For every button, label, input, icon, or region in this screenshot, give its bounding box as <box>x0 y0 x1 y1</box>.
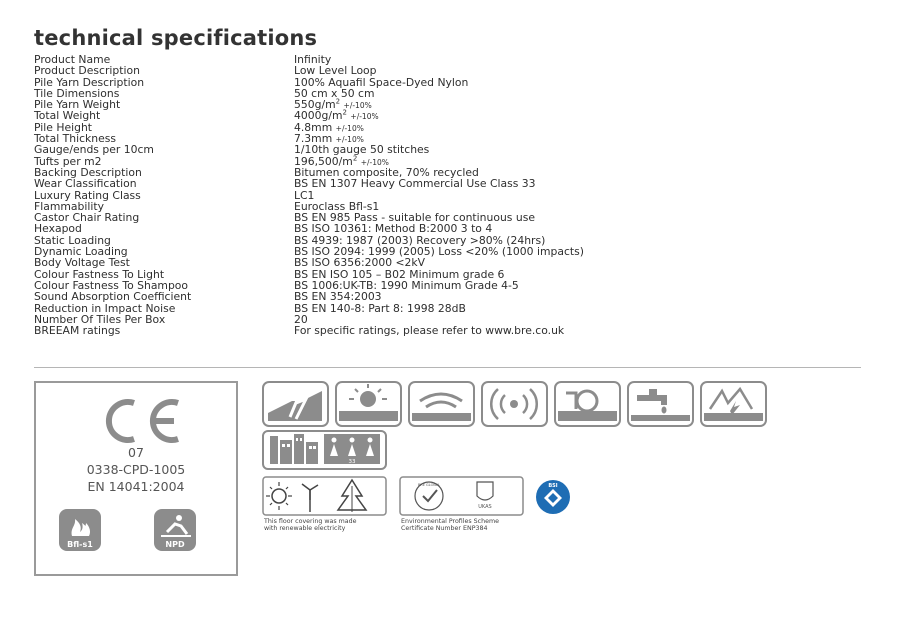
spec-value-text: BS 1006:UK-TB: 1990 Minimum Grade 4-5 <box>294 278 519 292</box>
page-title: technical specifications <box>34 26 318 50</box>
spec-row <box>34 88 674 99</box>
spec-row <box>34 122 674 133</box>
spec-value <box>294 178 536 189</box>
spec-row <box>34 325 674 336</box>
renewable-caption-1: This floor covering was made <box>264 518 357 525</box>
spec-tolerance: +/-10% <box>343 101 372 111</box>
spec-label: Colour Fastness To Shampoo <box>34 278 189 292</box>
spec-label: Hexapod <box>34 222 82 236</box>
spec-label: Luxury Rating Class <box>34 188 141 202</box>
spec-label: Backing Description <box>34 165 142 179</box>
spec-tolerance: +/-10% <box>350 112 379 122</box>
ukas-label: UKAS <box>478 504 492 510</box>
spec-label: Tufts per m2 <box>34 154 102 168</box>
spec-superscript: 2 <box>335 97 341 106</box>
spec-value-text: 50 cm x 50 cm <box>294 86 375 100</box>
spec-value-text: BS ISO 6356:2000 <2kV <box>294 256 426 270</box>
spec-tolerance: +/-10% <box>335 123 364 133</box>
spec-value-text: 20 <box>294 312 308 326</box>
environmental-profiles-icon <box>399 476 524 516</box>
spec-value-text: BS EN 985 Pass - suitable for continuous use <box>294 211 535 225</box>
wear-class-number: 33 <box>348 459 356 465</box>
spec-label: Product Name <box>34 53 111 66</box>
spec-value-text: Euroclass Bfl-s1 <box>294 199 380 213</box>
renewable-electricity-icon <box>262 476 387 516</box>
spec-row <box>34 178 674 189</box>
spec-label: Pile Yarn Weight <box>34 98 121 112</box>
spec-table <box>34 54 674 336</box>
spec-label: Pile Yarn Description <box>34 75 145 89</box>
spec-label: Dynamic Loading <box>34 245 128 259</box>
spec-label: Gauge/ends per 10cm <box>34 143 154 157</box>
env-caption-1: Environmental Profiles Scheme <box>401 518 500 525</box>
spec-superscript: 2 <box>342 108 347 117</box>
spec-row <box>34 99 674 110</box>
ce-certification-box <box>34 381 238 576</box>
npd-label: NPD <box>165 540 185 549</box>
cert-number: 0338-CPD-1005 <box>86 462 186 477</box>
spec-label: Product Description <box>34 64 140 78</box>
spec-value-text: 4.8mm <box>294 120 333 134</box>
spec-label: Sound Absorption Coefficient <box>34 290 192 304</box>
spec-tolerance: +/-10% <box>335 135 364 145</box>
spec-value <box>294 325 564 336</box>
cert-year: 07 <box>128 445 144 460</box>
renewable-caption-2: with renewable electricity <box>264 525 346 532</box>
spec-value-text: BS EN 140-8: Part 8: 1998 28dB <box>294 301 466 315</box>
acoustic-icon <box>408 381 475 427</box>
shampoo-tap-icon <box>627 381 694 427</box>
fire-rating-label: Bfl-s1 <box>67 540 93 549</box>
spec-label: Total Weight <box>34 109 101 123</box>
spec-value-text: 4000g/m <box>294 109 343 123</box>
light-fastness-sun-icon <box>335 381 402 427</box>
spec-label: Body Voltage Test <box>34 256 130 270</box>
cert-standard: EN 14041:2004 <box>87 479 185 494</box>
spec-label: Reduction in Impact Noise <box>34 301 176 315</box>
impact-sound-icon <box>481 381 548 427</box>
spec-value-text: LC1 <box>294 188 315 202</box>
spec-value <box>294 303 466 314</box>
spec-value-text: BS ISO 2094: 1999 (2005) Loss <20% (1000 impacts) <box>294 245 584 259</box>
static-loading-icon <box>554 381 621 427</box>
spec-label: Tile Dimensions <box>34 86 120 100</box>
section-divider <box>34 367 861 368</box>
spec-superscript: 2 <box>352 154 358 163</box>
spec-label: Pile Height <box>34 120 93 134</box>
spec-value-text: For specific ratings, please refer to www.bre.co.uk <box>294 324 565 338</box>
bre-global-label: BRE GLOBAL <box>417 483 441 487</box>
spec-label: Static Loading <box>34 233 111 247</box>
spec-value-text: 196,500/m <box>294 154 353 168</box>
bsi-label: BSI <box>548 483 558 489</box>
fire-rating-badge-icon <box>58 508 102 552</box>
spec-label: Total Thickness <box>34 132 117 146</box>
castor-chair-icon <box>262 381 329 427</box>
body-voltage-icon <box>700 381 767 427</box>
spec-label: Wear Classification <box>34 177 137 191</box>
spec-value-text: Infinity <box>294 53 332 66</box>
spec-label: Castor Chair Rating <box>34 211 140 225</box>
spec-value-text: BS EN 1307 Heavy Commercial Use Class 33 <box>294 177 536 191</box>
spec-value-text: Bitumen composite, 70% recycled <box>294 165 479 179</box>
spec-tolerance: +/-10% <box>360 157 389 167</box>
spec-value-text: BS 4939: 1987 (2003) Recovery >80% (24hrs) <box>294 233 546 247</box>
spec-value-text: BS EN ISO 105 – B02 Minimum grade 6 <box>294 267 505 281</box>
env-caption-2: Certificate Number ENP384 <box>401 525 488 532</box>
spec-value-text: BS EN 354:2003 <box>294 290 382 304</box>
heavy-commercial-class-icon <box>262 430 387 470</box>
spec-value-text: Low Level Loop <box>294 64 377 78</box>
spec-value-text: 550g/m <box>294 98 336 112</box>
spec-value-text: 100% Aquafil Space-Dyed Nylon <box>294 75 469 89</box>
spec-value-text: 1/10th gauge 50 stitches <box>294 143 430 157</box>
spec-label: BREEAM ratings <box>34 324 121 338</box>
ce-mark-icon <box>94 397 184 445</box>
spec-value-text: BS ISO 10361: Method B:2000 3 to 4 <box>294 222 493 236</box>
spec-row <box>34 110 674 121</box>
npd-badge-icon <box>153 508 197 552</box>
spec-label: Colour Fastness To Light <box>34 267 165 281</box>
spec-label: Number Of Tiles Per Box <box>34 312 166 326</box>
bsi-kitemark-icon <box>532 478 574 516</box>
spec-label: Flammability <box>34 199 104 213</box>
spec-value-text: 7.3mm <box>294 132 333 146</box>
